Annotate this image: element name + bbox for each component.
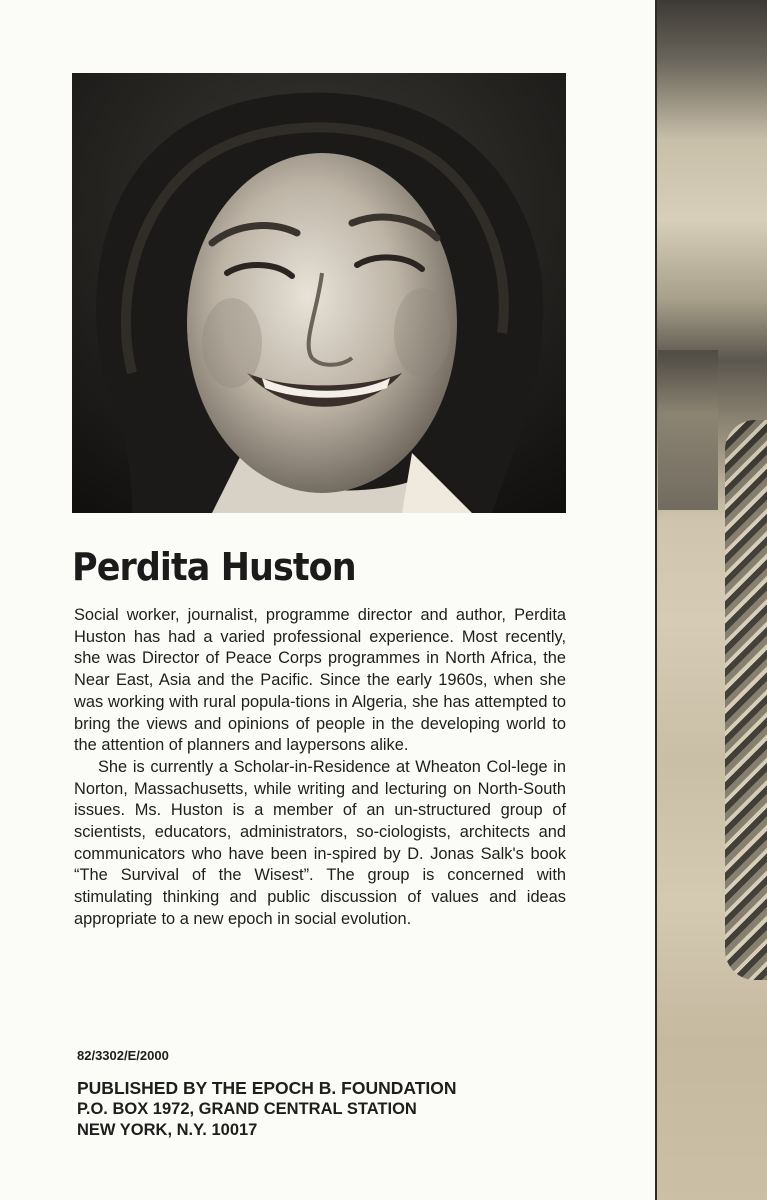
- publisher-block: [77, 1078, 457, 1141]
- background-photo-object: [658, 350, 718, 510]
- bio-paragraph: Social worker, journalist, programme director and author, Perdita Huston has had a varied professional experience. Most recently, she was Director of Peace Corps programmes in North Africa, the Near East, Asia and the Pacific. Since the early 1960s, when she was working with rural popula-tions in Algeria, she has attempted to bring the views and opinions of people in the developing world to the attention of planners and laypersons alike.: [74, 606, 566, 755]
- author-biography: [74, 605, 566, 931]
- publisher-name: PUBLISHED BY THE EPOCH B. FOUNDATION: [77, 1078, 457, 1098]
- author-portrait-photo: [72, 73, 566, 513]
- catalog-number: 82/3302/E/2000: [77, 1048, 169, 1063]
- bio-paragraph: She is currently a Scholar-in-Residence at Wheaton Col-lege in Norton, Massachusetts, while writing and lecturing on North-South issues. Ms. Huston is a member of an un-structured group of scientists, educators, administrators, so-ciologists, architects and communicators who have been in-spired by D. Jonas Salk's book “The Survival of the Wisest”. The group is concerned with stimulating thinking and public discussion of values and ideas appropriate to a new epoch in social evolution.: [74, 757, 566, 928]
- author-name-heading: Perdita Huston: [72, 545, 356, 589]
- background-photo-figure: [725, 420, 767, 980]
- publisher-address-line: P.O. BOX 1972, GRAND CENTRAL STATION: [77, 1100, 417, 1118]
- publisher-address-line: NEW YORK, N.Y. 10017: [77, 1121, 258, 1139]
